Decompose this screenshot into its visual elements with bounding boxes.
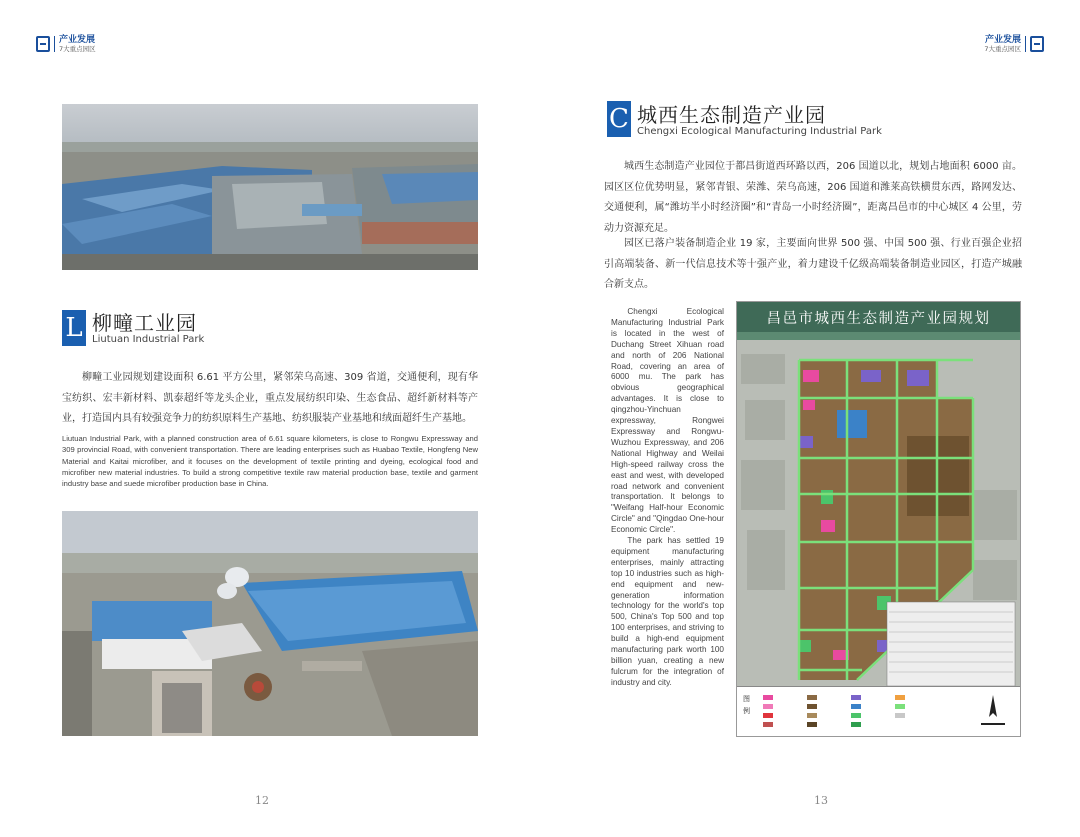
header-title: 产业发展 (984, 35, 1021, 45)
map-title: 昌邑市城西生态制造产业园规划 (737, 302, 1020, 332)
section-badge-c: C (607, 101, 631, 137)
map-illustration (737, 340, 1021, 688)
chengxi-paragraph-en-1: Chengxi Ecological Manufacturing Industrial Park is located in the west of Duchang Street Xihuan road and north of 206 National Road, covering an area of 6000 mu. The park has obvious geographical advantages. It is close to qingzhou-Yinchuan expressway, Rongwei Expressway and Rongwu-Wuzhou Expressway, and 206 National Highway and Weilai High-speed railway cross the east and west, with developed road network and convenient transportation. It belongs to "Weifang Half-hour Economic Circle" and "Qingdao One-hour Economic Circle". (611, 307, 724, 535)
map-legend (737, 686, 1020, 736)
header-right (984, 36, 1044, 53)
header-subtitle: 7大重点园区 (59, 45, 96, 53)
aerial-photo-illustration (62, 104, 478, 270)
brand-logo-icon (36, 36, 50, 52)
header-title: 产业发展 (59, 35, 96, 45)
factory-photo-illustration (62, 511, 478, 736)
photo-industrial-area-aerial (62, 104, 478, 270)
section-title-liutuan-en: Liutuan Industrial Park (92, 334, 205, 345)
header-left (36, 36, 96, 53)
page-number-left: 12 (255, 794, 269, 807)
section-title-liutuan-zh: 柳疃工业园 (92, 311, 197, 335)
liutuan-paragraph-zh: 柳疃工业园规划建设面积 6.61 平方公里，紧邻荣乌高速、309 省道，交通便利，现有华宝纺织、宏丰新材料、凯泰超纤等龙头企业，重点发展纺织印染、生态食品、超纤新材料等产业，打造国内具有较强竞争力的纺织原料生产基地、纺织服装产业基地和绒面超纤生产基地。 (62, 372, 478, 424)
header-subtitle: 7大重点园区 (984, 45, 1021, 53)
chengxi-english-column (611, 307, 724, 689)
map-legend-label: 图例 (743, 695, 750, 715)
chengxi-paragraph-en-2: The park has settled 19 equipment manufacturing enterprises, mainly attracting top 10 industries such as high-end equipment and new-generation information technology for the world's top 500, China's Top 500 and top 100 enterprises, and striving to build a high-end equipment manufacturing park worth 100 billion yuan, creating a new fulcrum for the integration of industry and city. (611, 536, 724, 687)
section-title-chengxi-zh: 城西生态制造产业园 (637, 103, 826, 127)
chengxi-paragraph-zh-2: 园区已落户装备制造企业 19 家，主要面向世界 500 强、中国 500 强、行业百强企业招引高端装备、新一代信息技术等十强产业，着力建设千亿级高端装备制造业园区，打造产城融合新支点。 (604, 238, 1022, 290)
north-arrow-icon (975, 693, 1011, 733)
chengxi-planning-map (736, 301, 1021, 737)
photo-liutuan-factory-complex (62, 511, 478, 736)
page-number-right: 13 (814, 794, 828, 807)
chengxi-paragraph-zh-1: 城西生态制造产业园位于都昌街道西环路以西，206 国道以北，规划占地面积 6000 亩。园区区位优势明显，紧邻青银、荣潍、荣乌高速，206 国道和潍莱高铁横贯东西，路网发达、交通便利，属“潍坊半小时经济圈”和“青岛一小时经济圈”，距离昌邑市的中心城区 4 公里，劳动力资源充足。 (604, 161, 1022, 234)
section-badge-l: L (62, 310, 86, 346)
liutuan-paragraph-en: Liutuan Industrial Park, with a planned construction area of 6.61 square kilometers, is close to Rongwu Expressway and 309 provincial Road, with convenient transportation. There are leading enterprises such as Huabao Textile, Hongfeng New Material and Kaitai microfiber, and it focuses on the development of textile printing and dyeing, ecological food and microfiber new material industries. To build a strong competitive textile raw material production base, textile and garment industry base and suede microfiber production base in China. (62, 434, 478, 489)
section-title-chengxi-en: Chengxi Ecological Manufacturing Industrial Park (637, 126, 882, 137)
brand-logo-icon (1030, 36, 1044, 52)
